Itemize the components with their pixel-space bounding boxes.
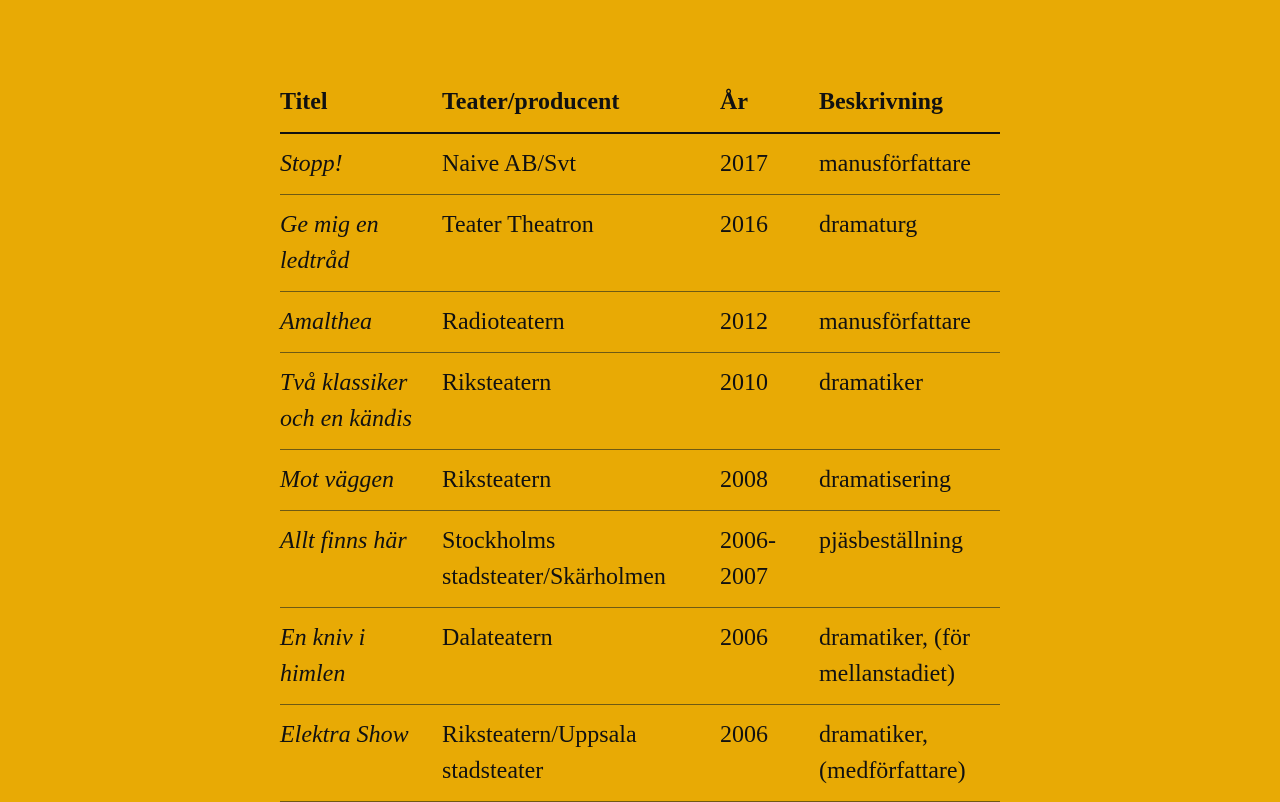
cell-theater: Riksteatern <box>442 450 720 511</box>
cell-year: 2008 <box>720 450 819 511</box>
table-row <box>280 705 1000 802</box>
cell-description: manusförfattare <box>819 292 1000 353</box>
cell-theater: Riksteatern/Uppsala stadsteater <box>442 705 720 802</box>
cell-year: 2006 <box>720 608 819 705</box>
header-description: Beskrivning <box>819 72 1000 133</box>
cell-year: 2012 <box>720 292 819 353</box>
cell-description: dramatisering <box>819 450 1000 511</box>
cell-description: dramatiker, (för mellanstadiet) <box>819 608 1000 705</box>
cell-year: 2006-2007 <box>720 511 819 608</box>
table-header <box>280 72 1000 133</box>
table-row <box>280 292 1000 353</box>
cell-theater: Stockholms stadsteater/Skärholmen <box>442 511 720 608</box>
cell-description: manusförfattare <box>819 133 1000 195</box>
cell-title: Mot väggen <box>280 450 442 511</box>
header-theater: Teater/producent <box>442 72 720 133</box>
cell-description: pjäsbeställning <box>819 511 1000 608</box>
table-row <box>280 195 1000 292</box>
cell-title: Två klassiker och en kändis <box>280 353 442 450</box>
header-title: Titel <box>280 72 442 133</box>
cell-theater: Radioteatern <box>442 292 720 353</box>
cell-title: Amalthea <box>280 292 442 353</box>
cell-title: En kniv i himlen <box>280 608 442 705</box>
cell-theater: Dalateatern <box>442 608 720 705</box>
cell-title: Stopp! <box>280 133 442 195</box>
cell-title: Allt finns här <box>280 511 442 608</box>
header-row <box>280 72 1000 133</box>
cell-year: 2017 <box>720 133 819 195</box>
cell-theater: Teater Theatron <box>442 195 720 292</box>
works-table <box>280 72 1000 802</box>
cell-title: Elektra Show <box>280 705 442 802</box>
table-row <box>280 133 1000 195</box>
cell-description: dramaturg <box>819 195 1000 292</box>
cell-theater: Naive AB/Svt <box>442 133 720 195</box>
table-row <box>280 353 1000 450</box>
cell-year: 2016 <box>720 195 819 292</box>
table-row <box>280 511 1000 608</box>
table-body <box>280 133 1000 802</box>
header-year: År <box>720 72 819 133</box>
cell-title: Ge mig en ledtråd <box>280 195 442 292</box>
cell-year: 2006 <box>720 705 819 802</box>
cell-year: 2010 <box>720 353 819 450</box>
cell-description: dramatiker, (medförfattare) <box>819 705 1000 802</box>
table-row <box>280 608 1000 705</box>
table-row <box>280 450 1000 511</box>
cell-theater: Riksteatern <box>442 353 720 450</box>
cell-description: dramatiker <box>819 353 1000 450</box>
